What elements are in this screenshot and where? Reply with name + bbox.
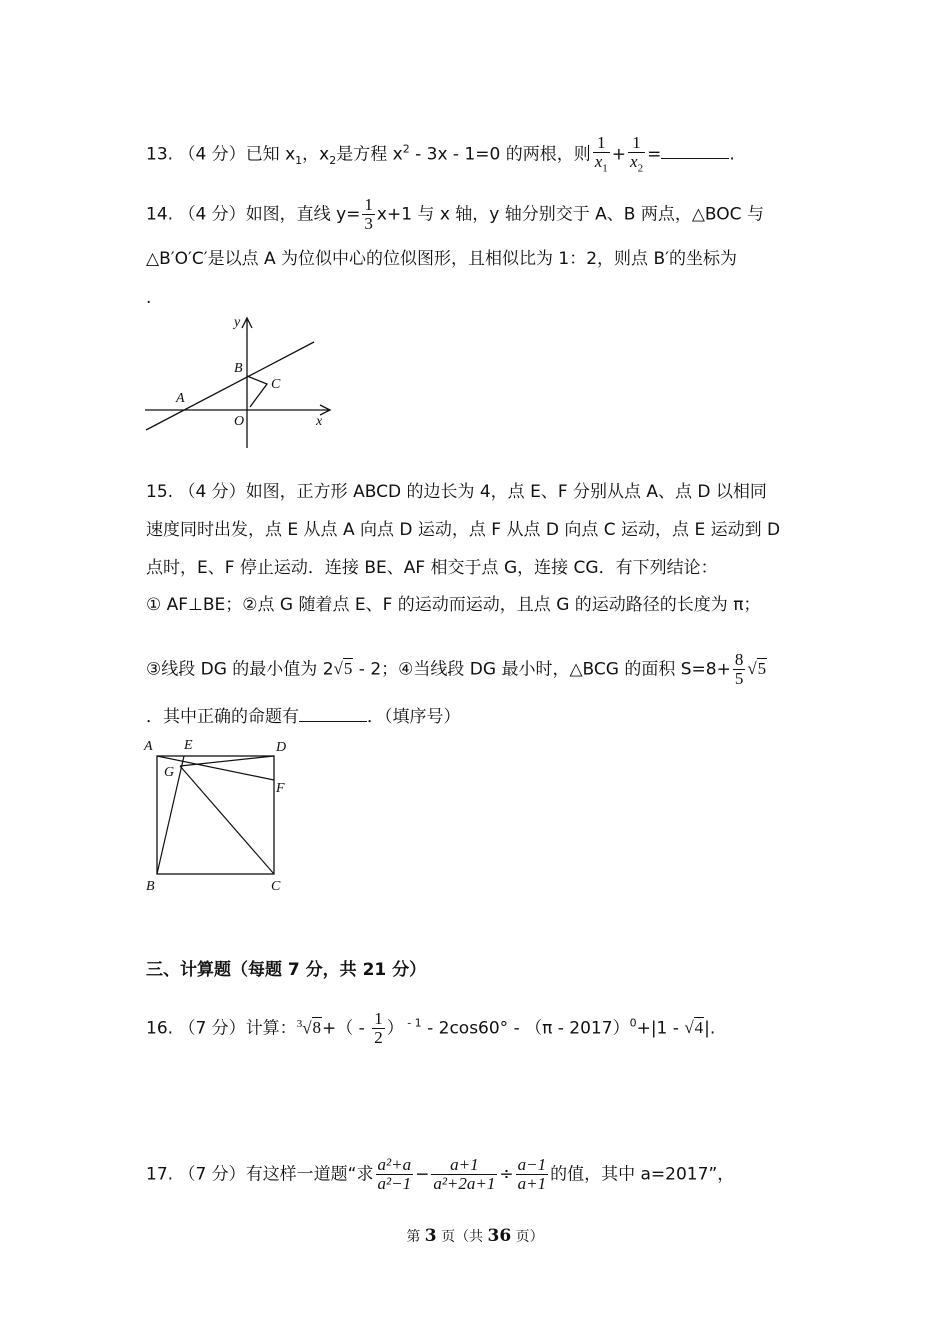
q16-text3: ） <box>386 1018 404 1039</box>
q16-text5: +|1 - <box>636 1018 685 1039</box>
label-o: O <box>234 414 245 429</box>
label-x: x <box>316 414 323 429</box>
segment-cg <box>180 766 274 874</box>
q15-sqrt-2: √5 <box>747 659 767 679</box>
label-c: C <box>271 879 281 894</box>
q13-number: 13. <box>146 144 174 165</box>
q16-sup-minus1: - 1 <box>403 1016 422 1030</box>
label-d: D <box>276 740 287 755</box>
q17-fraction-2: $\frac{a+1}{\text{a²+2a+1}}$ <box>433 1155 496 1193</box>
label-b: B <box>234 361 243 376</box>
question-15-line1 <box>146 480 767 504</box>
total-pages: 36 <box>487 1226 512 1246</box>
segment-gd <box>180 756 274 766</box>
question-14-line2: △B′O′C′是以点 A 为位似中心的位似图形，且相似比为 1：2，则点 B′的坐标为 <box>146 249 737 269</box>
line-ab <box>146 342 314 430</box>
page-number: 3 <box>424 1226 437 1246</box>
q15-text6b: ．（填序号） <box>367 707 461 727</box>
q17-divide: ÷ <box>499 1164 514 1185</box>
question-14-line3: . <box>146 288 152 308</box>
q13-plus: + <box>611 144 627 165</box>
q15-text5a: ③线段 DG 的最小值为 2 <box>146 659 334 680</box>
question-15-line4: ① AF⊥BE；②点 G 随着点 E、F 的运动而运动，且点 G 的运动路径的长度为 π； <box>146 595 761 615</box>
q15-figure <box>140 734 300 894</box>
question-17 <box>146 1156 734 1193</box>
label-c: C <box>271 377 281 392</box>
q15-answer-blank <box>299 705 367 722</box>
question-15-line3: 点时，E、F 停止运动．连接 BE、AF 相交于点 G，连接 CG．有下列结论： <box>146 558 718 578</box>
q17-fraction-3: $\frac{a-1}{a+1}$ <box>517 1155 547 1193</box>
q15-sqrt-1: √5 <box>333 659 353 679</box>
q17-minus: − <box>415 1164 430 1185</box>
q17-text1: 有这样一道题“求 <box>245 1164 374 1185</box>
q16-fraction: $\frac{1}{2}$ <box>374 1009 383 1047</box>
page-footer: 第 3 页（共 36 页） <box>406 1226 544 1246</box>
q16-text1: 计算： <box>245 1018 297 1039</box>
q16-text4: - 2cos60° - （π - 2017） <box>421 1018 630 1039</box>
q16-cube-root: $^3$√8 <box>296 1017 322 1038</box>
q13-answer-blank <box>661 142 729 159</box>
q13-score: （4 分） <box>178 144 246 165</box>
q13-text: 已知 x <box>245 144 296 165</box>
label-y: y <box>234 315 241 330</box>
q17-text2: 的值，其中 a=2017”， <box>550 1164 735 1185</box>
q14-score: （4 分） <box>178 204 246 225</box>
q15-number: 15. <box>146 482 174 502</box>
segment-af <box>157 756 274 780</box>
section-3-heading: 三、计算题（每题 7 分，共 21 分） <box>146 960 427 980</box>
q15-score: （4 分） <box>178 482 246 502</box>
label-e: E <box>184 738 193 753</box>
q13-text4: - 3x - 1=0 的两根，则 <box>409 144 591 165</box>
q13-end: . <box>729 144 735 165</box>
label-a: A <box>144 739 153 754</box>
question-15-line5 <box>146 651 767 688</box>
question-15-line6 <box>146 705 461 729</box>
question-14-line1 <box>146 196 764 233</box>
q16-number: 16. <box>146 1018 174 1039</box>
q14-number: 14. <box>146 204 174 225</box>
q17-score: （7 分） <box>178 1164 246 1185</box>
q15-text5b: - 2；④当线段 DG 最小时，△BCG 的面积 S=8+ <box>353 659 731 680</box>
question-16 <box>146 1010 715 1047</box>
question-15-line2: 速度同时出发，点 E 从点 A 向点 D 运动，点 F 从点 D 向点 C 运动，点 E 运动到 D <box>146 520 781 540</box>
q16-score: （7 分） <box>178 1018 246 1039</box>
q15-fraction: $\frac{8}{5}$ <box>734 650 744 688</box>
q14-text2: x+1 与 x 轴，y 轴分别交于 A、B 两点，△BOC 与 <box>376 204 764 225</box>
q14-fraction: $\frac{1}{3}$ <box>364 195 373 233</box>
q15-text6a: ．其中正确的命题有 <box>146 707 299 727</box>
label-g: G <box>164 765 175 780</box>
q13-sub2: 2 <box>329 153 337 167</box>
q13-text2: ，x <box>302 144 330 165</box>
q17-fraction-1: $\frac{\text{a²+a}}{\text{a²−1}}$ <box>377 1155 412 1193</box>
q13-fraction-2: $\frac{1}{x_2}$ <box>630 133 644 175</box>
segment-bc-co <box>247 376 267 407</box>
square-abcd <box>157 756 274 874</box>
label-b: B <box>146 879 155 894</box>
q13-sup: 2 <box>402 142 410 156</box>
q16-text6: |. <box>704 1018 716 1039</box>
q16-text2: +（ - <box>322 1018 371 1039</box>
q13-fraction-1: $\frac{1}{x_1}$ <box>594 133 608 175</box>
question-13 <box>146 134 735 175</box>
q13-text3: 是方程 x <box>336 144 403 165</box>
label-f: F <box>276 781 285 796</box>
q14-figure <box>140 312 340 454</box>
q14-text: 如图，直线 y= <box>245 204 361 225</box>
q17-number: 17. <box>146 1164 174 1185</box>
q16-sup0: 0 <box>629 1016 637 1030</box>
q13-sub1: 1 <box>295 153 303 167</box>
q15-text1: 如图，正方形 ABCD 的边长为 4，点 E、F 分别从点 A、点 D 以相同 <box>245 482 767 502</box>
q13-equals: = <box>647 144 662 165</box>
label-a: A <box>176 391 185 406</box>
q16-sqrt: √4 <box>684 1018 704 1038</box>
